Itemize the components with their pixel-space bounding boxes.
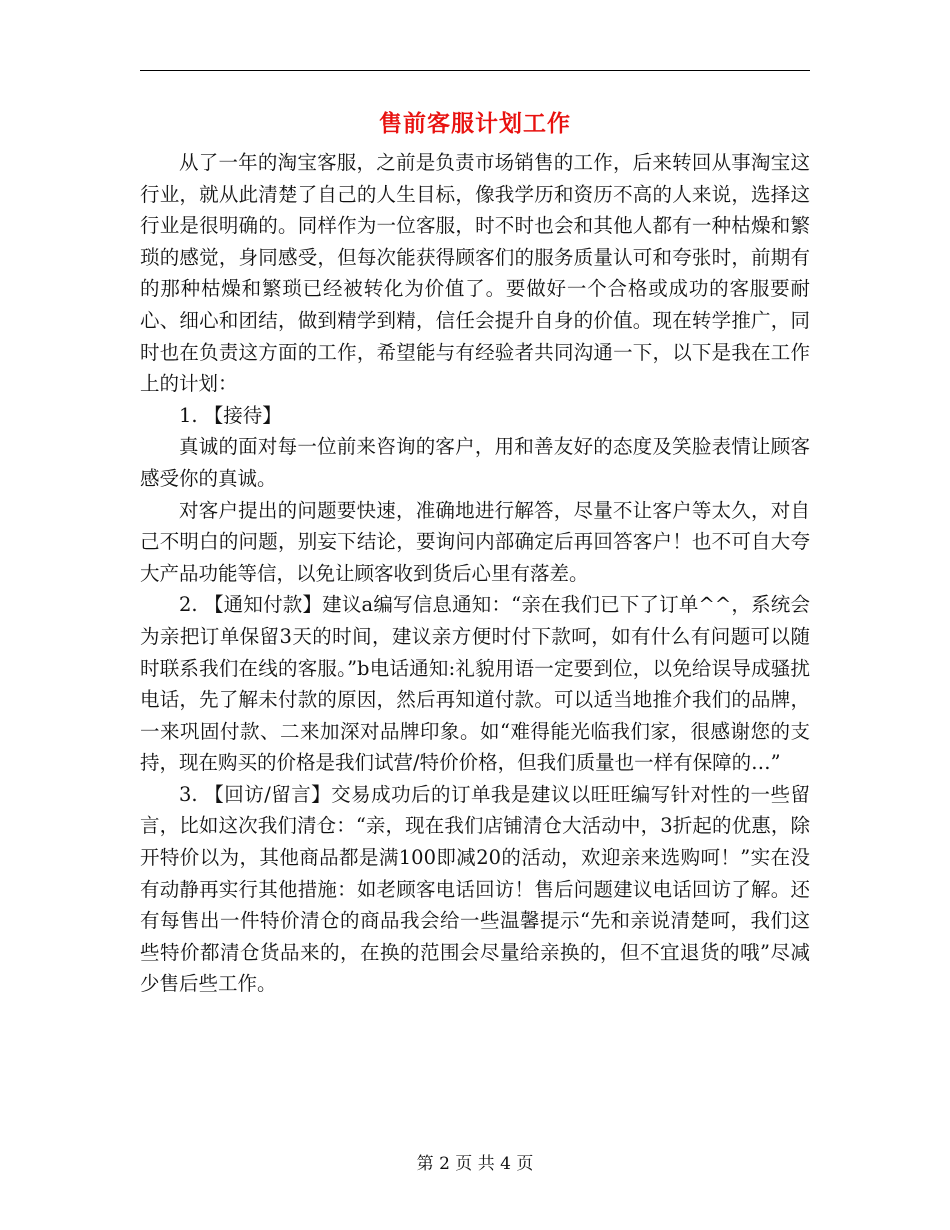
paragraph-sincerity: 真诚的面对每一位前来咨询的客户，用和善友好的态度及笑脸表情让顾客感受你的真诚。: [140, 435, 810, 490]
document-body: [140, 147, 810, 1000]
document-title: 售前客服计划工作: [379, 110, 571, 137]
header-rule: [140, 70, 810, 71]
page-number: 第 2 页 共 4 页: [416, 1154, 534, 1174]
paragraph-payment-notice: 2. 【通知付款】建议a编写信息通知：“亲在我们已下了订单^^，系统会为亲把订单保留3天的时间，建议亲方便时付下款呵，如有什么有问题可以随时联系我们在线的客服。”b电话通知:礼貌用语一定要到位，以免给误导成骚扰电话，先了解未付款的原因，然后再知道付款。可以适当地推介我们的品牌，一来巩固付款、二来加深对品牌印象。如“难得能光临我们家，很感谢您的支持，现在购买的价格是我们试营/特价价格，但我们质量也一样有保障的…”: [140, 593, 810, 775]
section-heading-reception: 1. 【接待】: [179, 403, 282, 427]
paragraph-intro: 从了一年的淘宝客服，之前是负责市场销售的工作，后来转回从事淘宝这行业，就从此清楚了自己的人生目标，像我学历和资历不高的人来说，选择这行业是很明确的。同样作为一位客服，时不时也会和其他人都有一种枯燥和繁琐的感觉，身同感受，但每次能获得顾客们的服务质量认可和夸张时，前期有的那种枯燥和繁琐已经被转化为价值了。要做好一个合格或成功的客服要耐心、细心和团结，做到精学到精，信任会提升自身的价值。现在转学推广，同时也在负责这方面的工作，希望能与有经验者共同沟通一下，以下是我在工作上的计划：: [140, 151, 810, 396]
paragraph-follow-up: 3. 【回访/留言】交易成功后的订单我是建议以旺旺编写针对性的一些留言，比如这次我们清仓：“亲，现在我们店铺清仓大活动中，3折起的优惠，除开特价以为，其他商品都是满100即减20的活动，欢迎亲来选购呵！”实在没有动静再实行其他措施：如老顾客电话回访！售后问题建议电话回访了解。还有每售出一件特价清仓的商品我会给一些温馨提示“先和亲说清楚呵，我们这些特价都清仓货品来的，在换的范围会尽量给亲换的，但不宜退货的哦”尽减少售后些工作。: [140, 782, 810, 996]
paragraph-answer-questions: 对客户提出的问题要快速，准确地进行解答，尽量不让客户等太久，对自己不明白的问题，别妄下结论，要询问内部确定后再回答客户！也不可自大夸大产品功能等信，以免让顾客收到货后心里有落差。: [140, 498, 810, 585]
